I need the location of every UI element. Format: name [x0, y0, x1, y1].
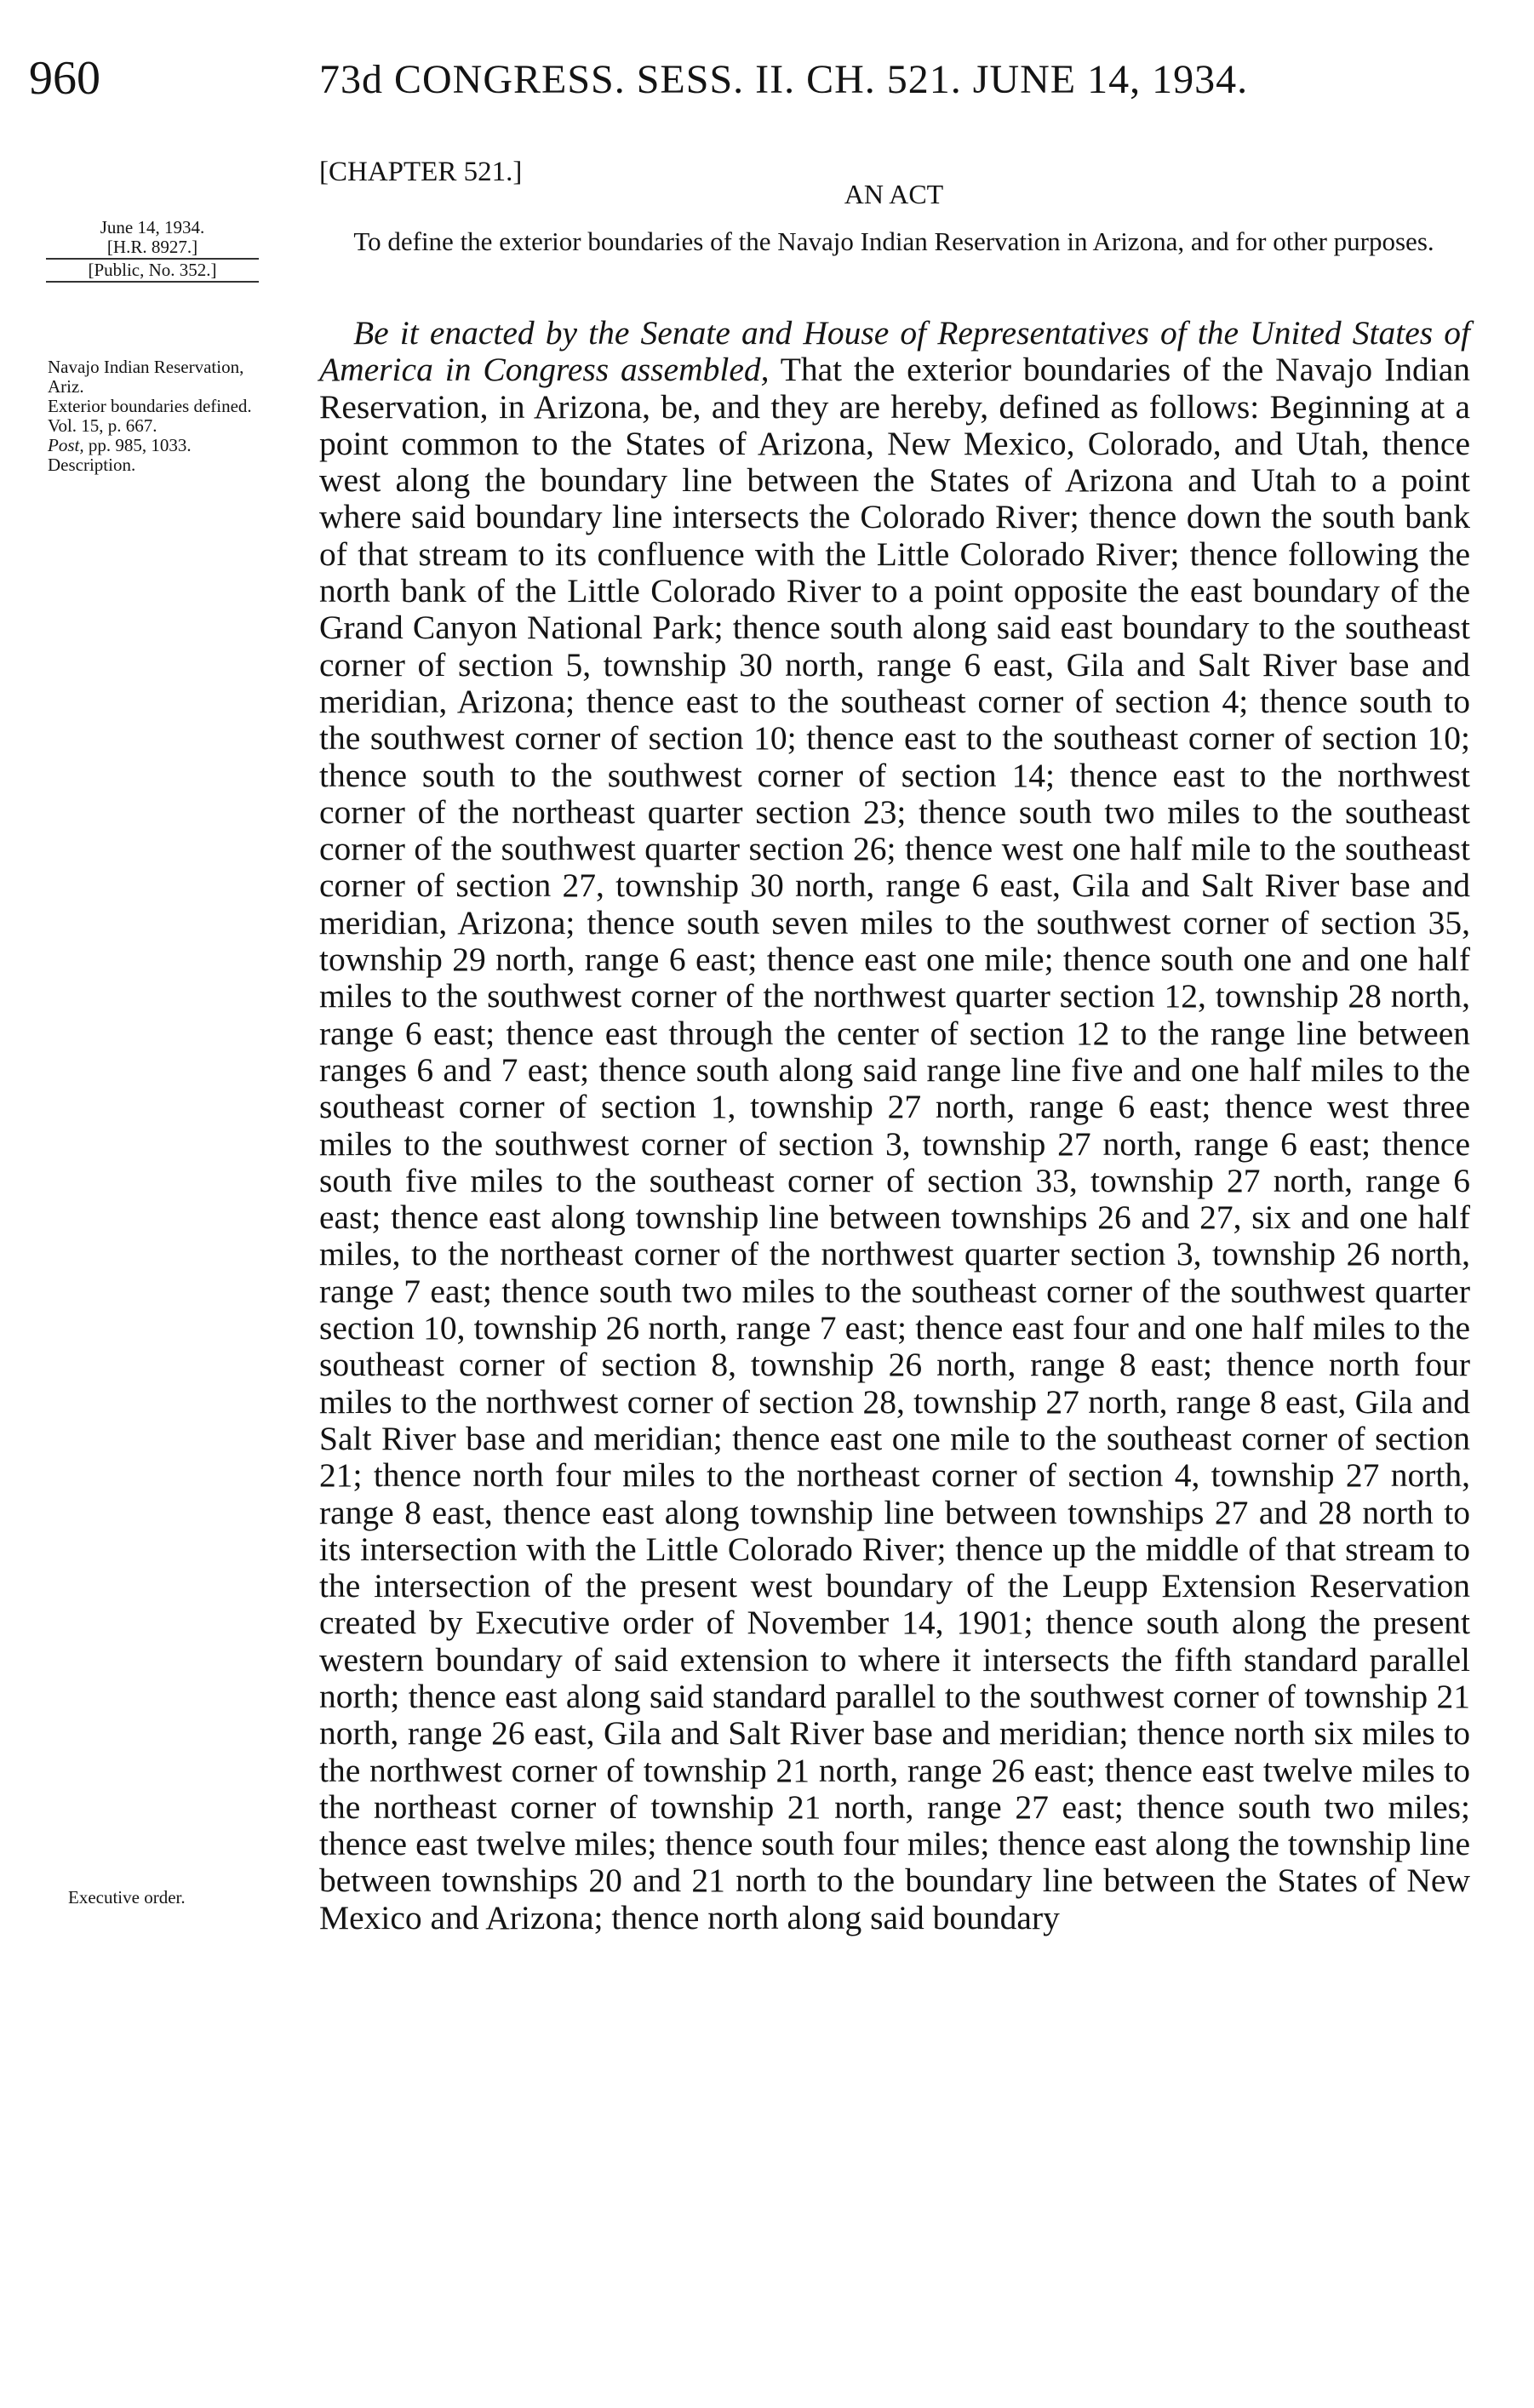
margin-post-pages: pp. 985, 1033. [88, 435, 192, 455]
margin-date: June 14, 1934. [100, 217, 205, 237]
act-description: To define the exterior boundaries of the Navajo Indian Reservation in Arizona, and for other purposes. [353, 226, 1434, 256]
margin-note-enactment [29, 218, 276, 283]
page-number: 960 [29, 52, 100, 105]
act-title: AN ACT [844, 179, 944, 209]
margin-navajo-title: Navajo Indian Reservation, Ariz. [48, 357, 244, 397]
margin-vol-ref: Vol. 15, p. 667. [48, 415, 157, 436]
margin-note-navajo [29, 357, 276, 475]
margin-public-law: [Public, No. 352.] [88, 260, 217, 280]
margin-divider [46, 281, 259, 283]
act-body [319, 315, 1470, 1936]
margin-exterior-boundaries: Exterior boundaries defined. [48, 396, 252, 416]
margin-post-label: Post, [48, 435, 84, 455]
chapter-label: [CHAPTER 521.] [319, 157, 523, 187]
enacting-clause: Be it enacted by the Senate and House of Representatives of the United States of America in Congress assembled, [319, 314, 1470, 389]
margin-note-executive-order: Executive order. [68, 1887, 186, 1908]
running-header: 73d CONGRESS. SESS. II. CH. 521. JUNE 14, 1934. [319, 57, 1249, 102]
margin-description: Description. [48, 455, 136, 475]
margin-bill-number: [H.R. 8927.] [106, 237, 198, 257]
margin-post-ref [29, 436, 276, 455]
boundary-description: That the exterior boundaries of the Navajo Indian Reservation, in Arizona, be, and they are hereby, defined as follows: Beginning at a point common to the States of Arizona, New Mexico, Colorado, and Utah, thence west along the boundary line between the States of Arizona and Utah to a point where said boundary line intersects the Colorado River; thence down the south bank of that stream to its confluence with the Little Colorado River; thence following the north bank of the Little Colorado River to a point opposite the east boundary of the Grand Canyon National Park; thence south along said east boundary to the southeast corner of section 5, township 30 north, range 6 east, Gila and Salt River base and meridian, Arizona; thence east to the southeast corner of section 4; thence south to the southwest corner of section 10; thence east to the southeast corner of section 10; thence south to the southwest corner of section 14; thence east to the northwest corner of the northeast quarter section 23; thence south two miles to the southeast corner of the southwest quarter section 26; thence west one half mile to the southeast corner of section 27, township 30 north, range 6 east, Gila and Salt River base and meridian, Arizona; thence south seven miles to the southwest corner of section 35, township 29 north, range 6 east; thence east one mile; thence south one and one half miles to the southwest corner of the northwest quarter section 12, township 28 north, range 6 east; thence east through the center of section 12 to the range line between ranges 6 and 7 east; thence south along said range line five and one half miles to the southeast corner of section 1, township 27 north, range 6 east; thence west three miles to the southwest corner of section 3, township 27 north, range 6 east; thence south five miles to the southeast corner of section 33, township 27 north, range 6 east; thence east along township line between townships 26 and 27, six and one half miles, to the northeast corner of the northwest quarter section 3, township 26 north, range 7 east; thence south two miles to the southeast corner of the southwest quarter section 10, township 26 north, range 7 east; thence east four and one half miles to the southeast corner of section 8, township 26 north, range 8 east; thence north four miles to the northwest corner of section 28, township 27 north, range 8 east, Gila and Salt River base and meridian; thence east one mile to the southeast corner of section 21; thence north four miles to the northeast corner of section 4, township 27 north, range 8 east, thence east along township line between townships 27 and 28 north to its intersection with the Little Colorado River; thence up the middle of that stream to the intersection of the present west boundary of the Leupp Extension Reservation created by Executive order of November 14, 1901; thence south along the present western boundary of said extension to where it intersects the fifth standard parallel north; thence east along said standard parallel to the southwest corner of township 21 north, range 26 east, Gila and Salt River base and meridian; thence north six miles to the northwest corner of township 21 north, range 26 east; thence east twelve miles to the northeast corner of township 21 north, range 27 east; thence south two miles; thence east twelve miles; thence south four miles; thence east along the township line between townships 20 and 21 north to the boundary line between the States of New Mexico and Arizona; thence north along said boundary [319, 351, 1470, 1936]
